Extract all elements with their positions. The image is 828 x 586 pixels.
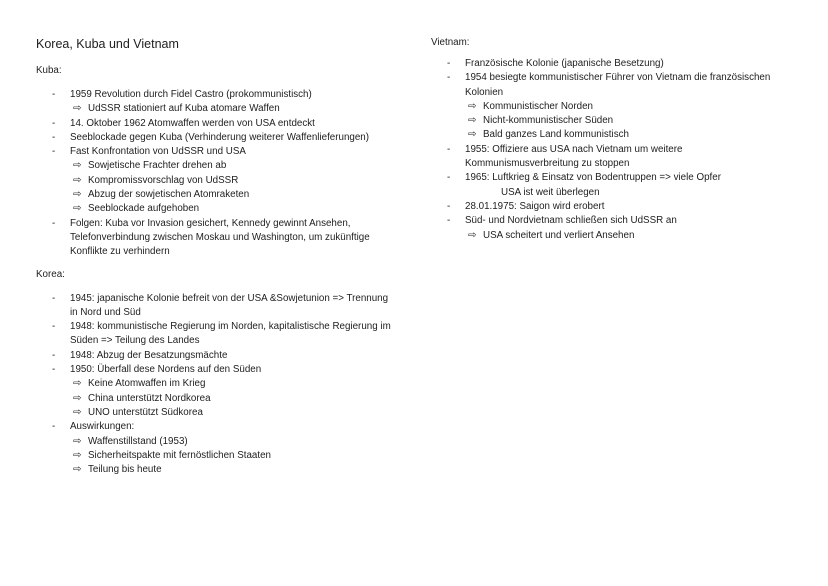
dash-bullet: - [447,143,451,155]
sub-list-item: ⇨ USA scheitert und verliert Ansehen [431,229,801,243]
sub-list-item: ⇨ Abzug der sowjetischen Atomraketen [36,188,406,202]
sub-list-item: ⇨ UdSSR stationiert auf Kuba atomare Waffen [36,102,406,116]
sub-list-item: ⇨ Nicht-kommunistischer Süden [431,114,801,128]
list-item: - Süd- und Nordvietnam schließen sich UdSSR an [431,214,801,228]
dash-bullet: - [447,215,451,227]
list-item: - Seeblockade gegen Kuba (Verhinderung weiterer Waffenlieferungen) [36,131,406,145]
left-column [36,36,406,477]
list-item: - 1948: Abzug der Besatzungsmächte [36,349,406,363]
arrow-icon: ⇨ [73,174,82,186]
list-item: - Auswirkungen: [36,420,406,434]
dash-bullet: - [52,364,56,376]
sub-list-item: ⇨ Keine Atomwaffen im Krieg [36,377,406,391]
arrow-icon: ⇨ [73,406,82,418]
arrow-icon: ⇨ [73,449,82,461]
list-item: - 14. Oktober 1962 Atomwaffen werden von USA entdeckt [36,117,406,131]
dash-bullet: - [447,172,451,184]
sub-list-item: ⇨ China unterstützt Nordkorea [36,392,406,406]
dash-bullet: - [52,321,56,333]
arrow-icon: ⇨ [73,160,82,172]
sub-list-item: ⇨ Teilung bis heute [36,463,406,477]
list-item-continuation: Süden => Teilung des Landes [70,335,200,347]
sub-list-item: ⇨ Bald ganzes Land kommunistisch [431,128,801,142]
sub-list-item: ⇨ UNO unterstützt Südkorea [36,406,406,420]
arrow-icon: ⇨ [468,129,477,141]
arrow-icon: ⇨ [73,435,82,447]
dash-bullet: - [447,200,451,212]
list-item: - 1945: japanische Kolonie befreit von der USA &Sowjetunion => Trennung [36,292,406,306]
list-item-continuation: Telefonverbindung zwischen Moskau und Washington, um zukünftige [70,231,370,243]
list-item: - 1950: Überfall dese Nordens auf den Süden [36,363,406,377]
list-item: - Folgen: Kuba vor Invasion gesichert, Kennedy gewinnt Ansehen, [36,217,406,231]
list-item-continuation: Kommunismusverbreitung zu stoppen [465,158,630,170]
sub-list-item: ⇨ Kompromissvorschlag von UdSSR [36,174,406,188]
dash-bullet: - [447,58,451,69]
page-title: Korea, Kuba und Vietnam [36,37,179,51]
list-item: - 1954 besiegte kommunistischer Führer von Vietnam die französischen [431,71,801,85]
arrow-icon: ⇨ [73,392,82,404]
list-item-continuation: in Nord und Süd [70,306,141,318]
section-heading-vietnam: Vietnam: [431,37,470,48]
arrow-icon: ⇨ [73,464,82,476]
list-item-continuation: USA ist weit überlegen [501,186,600,198]
sub-list-item: ⇨ Kommunistischer Norden [431,100,801,114]
dash-bullet: - [52,217,56,229]
list-item-continuation: Kolonien [465,86,504,98]
list-item: - Französische Kolonie (japanische Besetzung) [431,57,801,71]
dash-bullet: - [52,421,56,433]
arrow-icon: ⇨ [468,115,477,127]
dash-bullet: - [52,117,56,129]
list-item: - 1959 Revolution durch Fidel Castro (prokommunistisch) [36,88,406,102]
sub-list-item: ⇨ Seeblockade aufgehoben [36,202,406,216]
sub-list-item: ⇨ Sowjetische Frachter drehen ab [36,159,406,173]
section-heading-kuba: Kuba: [36,65,62,76]
arrow-icon: ⇨ [73,103,82,115]
list-item: - 28.01.1975: Saigon wird erobert [431,200,801,214]
list-item: - 1955: Offiziere aus USA nach Vietnam um weitere [431,143,801,157]
list-item: - Fast Konfrontation von UdSSR und USA [36,145,406,159]
list-item-continuation: Konflikte zu verhindern [70,246,170,258]
dash-bullet: - [52,146,56,158]
arrow-icon: ⇨ [468,100,477,112]
list-item: - 1948: kommunistische Regierung im Norden, kapitalistische Regierung im [36,320,406,334]
dash-bullet: - [447,72,451,84]
section-heading-korea: Korea: [36,268,65,280]
dash-bullet: - [52,292,56,304]
dash-bullet: - [52,349,56,361]
arrow-icon: ⇨ [468,229,477,241]
dash-bullet: - [52,131,56,143]
arrow-icon: ⇨ [73,203,82,215]
sub-list-item: ⇨ Sicherheitspakte mit fernöstlichen Staaten [36,449,406,463]
list-item: - 1965: Luftkrieg & Einsatz von Bodentruppen => viele Opfer [431,171,801,185]
vietnam-list [431,57,801,243]
arrow-icon: ⇨ [73,189,82,201]
korea-list [36,292,406,478]
kuba-list [36,88,406,260]
dash-bullet: - [52,89,56,100]
right-column [431,36,801,243]
sub-list-item: ⇨ Waffenstillstand (1953) [36,435,406,449]
arrow-icon: ⇨ [73,378,82,390]
